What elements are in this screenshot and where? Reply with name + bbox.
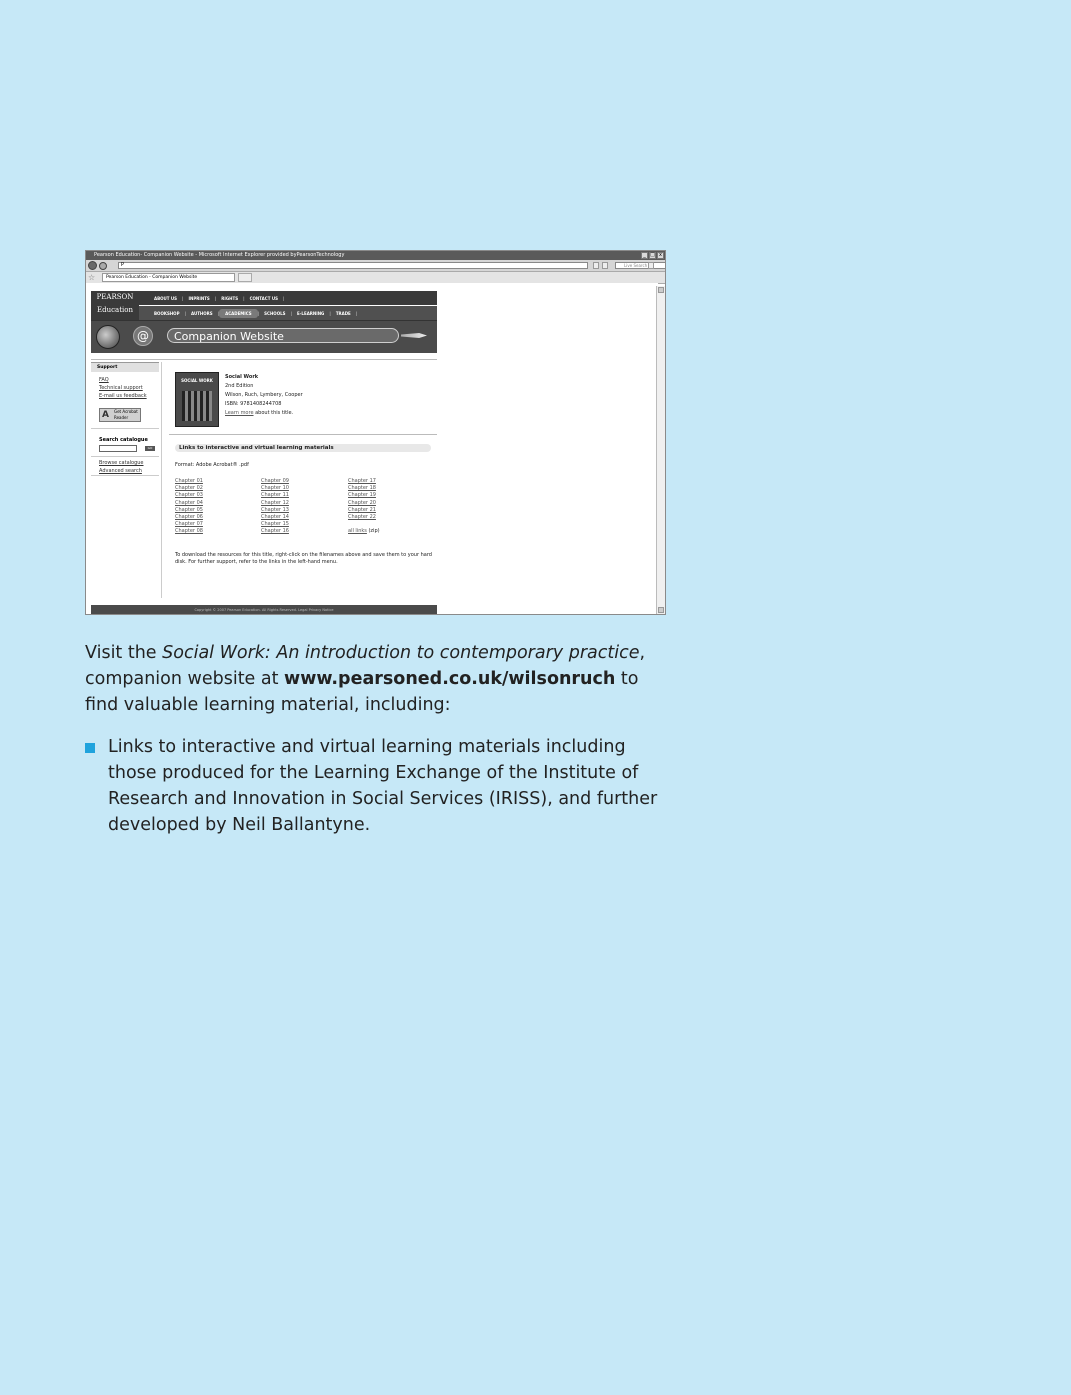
download-instructions: To download the resources for this title, right-click on the filenames above and save them to your hard disk. For further support, refer to the links in the left-hand menu. bbox=[175, 552, 432, 565]
catalogue-search bbox=[91, 445, 159, 452]
window-title: Pearson Education- Companion Website - Microsoft Internet Explorer provided byPearsonTechnology bbox=[94, 252, 345, 258]
search-catalogue-heading: Search catalogue bbox=[91, 428, 159, 445]
chapter-link[interactable]: Chapter 06 bbox=[175, 514, 203, 521]
chapter-link[interactable]: Chapter 05 bbox=[175, 506, 203, 513]
square-bullet-icon bbox=[85, 743, 95, 753]
chapter-link[interactable]: Chapter 15 bbox=[261, 521, 289, 528]
pearson-logo[interactable] bbox=[91, 291, 139, 320]
new-tab-button[interactable] bbox=[238, 273, 252, 282]
chapter-column-1 bbox=[175, 478, 203, 536]
banner-title: Companion Website bbox=[167, 328, 399, 343]
chapter-link[interactable]: Chapter 20 bbox=[348, 499, 376, 506]
technical-support-link[interactable]: Technical support bbox=[99, 385, 143, 391]
chapter-link[interactable]: Chapter 18 bbox=[348, 485, 376, 492]
book-divider bbox=[169, 434, 437, 435]
window-controls bbox=[641, 252, 664, 259]
back-arrow-icon[interactable] bbox=[88, 261, 97, 270]
all-links-zip[interactable]: all links bbox=[348, 528, 367, 535]
logo-line-1: PEARSON bbox=[96, 293, 134, 301]
links-heading: Links to interactive and virtual learning materials bbox=[175, 444, 431, 452]
caption-companion: companion website at bbox=[85, 669, 285, 689]
site-footer: Copyright © 2007 Pearson Education. All Rights Reserved. Legal Privacy Notice bbox=[91, 605, 437, 615]
nav-bookshop[interactable]: BOOKSHOP bbox=[154, 310, 180, 316]
header-divider bbox=[91, 359, 437, 360]
logo-line-2: Education bbox=[97, 306, 133, 314]
chapter-link[interactable]: Chapter 21 bbox=[348, 506, 376, 513]
window-titlebar bbox=[86, 251, 665, 260]
chapter-link[interactable]: Chapter 01 bbox=[175, 478, 203, 484]
nav-inprints[interactable]: INPRINTS bbox=[188, 295, 210, 301]
chapter-link[interactable]: Chapter 04 bbox=[175, 499, 203, 506]
learn-more-link[interactable]: Learn more bbox=[225, 410, 254, 416]
email-feedback-link[interactable]: E-mail us feedback bbox=[99, 393, 147, 399]
top-navigation: ABOUT US | INPRINTS | RIGHTS | CONTACT US | bbox=[139, 291, 437, 305]
sidebar bbox=[91, 362, 159, 476]
chapter-link[interactable]: Chapter 02 bbox=[175, 485, 203, 492]
chapter-link[interactable]: Chapter 11 bbox=[261, 492, 289, 499]
bullet-item bbox=[85, 734, 665, 838]
search-icon[interactable] bbox=[648, 262, 654, 269]
caption-book-title: Social Work: An introduction to contemporary practice bbox=[162, 643, 640, 663]
chapter-link[interactable]: Chapter 03 bbox=[175, 492, 203, 499]
catalogue-search-input[interactable] bbox=[99, 445, 137, 452]
book-cover[interactable] bbox=[175, 372, 219, 427]
chapter-link[interactable]: Chapter 09 bbox=[261, 478, 289, 484]
at-sign-icon: @ bbox=[133, 326, 153, 346]
scroll-up-icon[interactable] bbox=[658, 287, 664, 293]
maximize-button[interactable]: □ bbox=[650, 252, 655, 258]
faq-link[interactable]: FAQ bbox=[99, 377, 109, 383]
book-isbn: ISBN: 9781408244708 bbox=[225, 401, 282, 407]
sidebar-divider bbox=[161, 362, 162, 598]
close-button[interactable]: x bbox=[657, 252, 664, 259]
nav-contact-us[interactable]: CONTACT US bbox=[249, 295, 278, 301]
refresh-icon[interactable] bbox=[593, 262, 599, 269]
companion-url: www.pearsoned.co.uk/wilsonruch bbox=[284, 669, 616, 689]
chapter-link[interactable]: Chapter 13 bbox=[261, 506, 289, 513]
nav-e-learning[interactable]: E-LEARNING bbox=[297, 310, 325, 316]
caption-rest: to find valuable learning material, including: bbox=[85, 669, 639, 715]
stop-icon[interactable] bbox=[602, 262, 608, 269]
chapter-link[interactable]: Chapter 14 bbox=[261, 514, 289, 521]
nav-schools[interactable]: SCHOOLS bbox=[264, 310, 286, 316]
nav-academics[interactable]: ACADEMICS bbox=[219, 309, 258, 318]
learn-more-suffix: about this title. bbox=[253, 410, 294, 416]
caption-visit: Visit the bbox=[85, 643, 163, 663]
chapter-link[interactable]: Chapter 17 bbox=[348, 478, 376, 484]
acrobat-reader-badge[interactable]: A Get Acrobat Reader bbox=[99, 408, 141, 422]
globe-icon bbox=[96, 325, 120, 349]
chapter-link[interactable]: Chapter 22 bbox=[348, 514, 376, 521]
support-heading: Support bbox=[91, 362, 159, 372]
bullet-text: Links to interactive and virtual learning materials including those produced for the Learning Exchange of the Institute of Research and Innovation in Social Services (IRISS), and further developed by Neil Ballantyne. bbox=[108, 737, 658, 835]
nav-rights[interactable]: RIGHTS bbox=[221, 295, 239, 301]
go-button[interactable]: GO bbox=[145, 446, 155, 451]
scroll-down-icon[interactable] bbox=[658, 607, 664, 613]
book-authors: Wilson, Ruch, Lymbery, Cooper bbox=[225, 392, 303, 398]
all-links-suffix: (zip) bbox=[366, 528, 380, 535]
chapter-column-2 bbox=[261, 478, 289, 536]
chapter-link[interactable]: Chapter 10 bbox=[261, 485, 289, 492]
live-search-input[interactable]: Live Search bbox=[615, 262, 666, 269]
chapter-link[interactable]: Chapter 12 bbox=[261, 499, 289, 506]
chapter-link[interactable]: Chapter 19 bbox=[348, 492, 376, 499]
sub-navigation: BOOKSHOP | AUTHORS ACADEMICS | SCHOOLS | E-LEARNING | TRADE | bbox=[139, 306, 437, 320]
book-info bbox=[225, 373, 425, 418]
forward-arrow-icon[interactable] bbox=[99, 262, 107, 270]
chapter-link[interactable]: Chapter 08 bbox=[175, 528, 203, 535]
format-label: Format: Adobe Acrobat® .pdf bbox=[175, 462, 249, 468]
book-title: Social Work bbox=[225, 374, 259, 380]
caption-comma: , bbox=[639, 643, 646, 663]
browser-screenshot bbox=[85, 250, 666, 615]
chapter-link[interactable]: Chapter 07 bbox=[175, 521, 203, 528]
chapter-link[interactable]: Chapter 16 bbox=[261, 528, 289, 535]
advanced-search-link[interactable]: Advanced search bbox=[91, 467, 159, 476]
favorites-star-icon[interactable]: ☆ bbox=[88, 273, 96, 282]
nav-authors[interactable]: AUTHORS bbox=[190, 310, 213, 316]
page-viewport bbox=[86, 283, 658, 614]
nav-trade[interactable]: TRADE bbox=[335, 310, 351, 316]
vertical-scrollbar[interactable] bbox=[656, 286, 665, 614]
companion-banner bbox=[91, 320, 437, 353]
pen-nib-icon bbox=[401, 333, 427, 338]
url-input[interactable]: P bbox=[118, 262, 588, 269]
chapter-column-3 bbox=[348, 478, 380, 535]
minimize-button[interactable]: _ bbox=[641, 252, 648, 259]
cover-title: SOCIAL WORK bbox=[181, 378, 213, 383]
caption-paragraph bbox=[85, 640, 665, 718]
browse-catalogue-link[interactable]: Browse catalogue bbox=[99, 460, 144, 466]
browser-tab[interactable]: Pearson Education - Companion Website bbox=[102, 273, 235, 282]
nav-about-us[interactable]: ABOUT US bbox=[154, 295, 178, 301]
book-edition: 2nd Edition bbox=[225, 383, 254, 389]
address-bar bbox=[86, 260, 665, 272]
